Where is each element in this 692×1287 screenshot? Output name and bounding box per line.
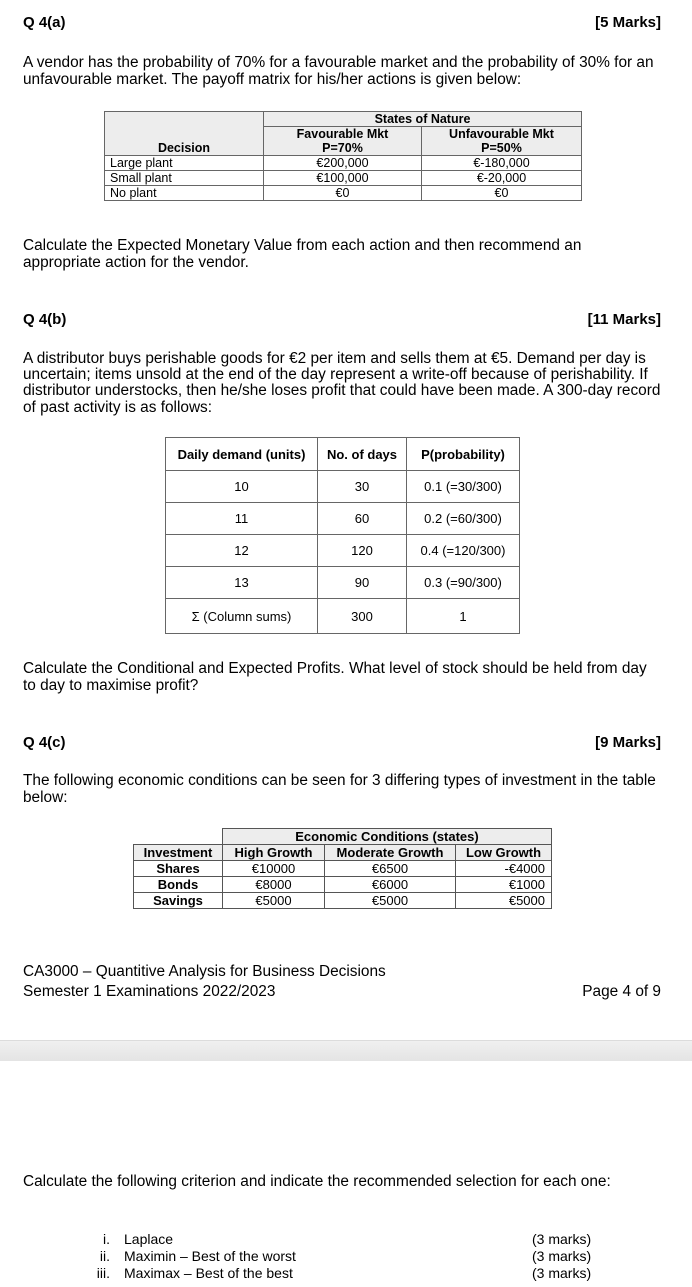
criterion-marks: (3 marks) xyxy=(532,1231,592,1247)
moderate-growth-value: €5000 xyxy=(325,893,456,909)
table-row xyxy=(105,156,582,171)
table-row xyxy=(134,877,552,893)
investment-header: Investment xyxy=(134,845,223,861)
criterion-label: Laplace xyxy=(124,1231,174,1247)
investment-label: Savings xyxy=(134,893,223,909)
favourable-header: Favourable Mkt xyxy=(264,127,422,142)
high-growth-value: €10000 xyxy=(223,861,325,877)
unfav-value: €-180,000 xyxy=(422,156,582,171)
probability-cell: 0.4 (=120/300) xyxy=(407,535,520,567)
days-header: No. of days xyxy=(318,438,407,471)
table-row xyxy=(134,893,552,909)
table-row-sum xyxy=(166,599,520,634)
table-row xyxy=(134,861,552,877)
unfav-value: €-20,000 xyxy=(422,171,582,186)
high-growth-header: High Growth xyxy=(223,845,325,861)
fav-value: €100,000 xyxy=(264,171,422,186)
table-row xyxy=(166,535,520,567)
q4c-intro: The following economic conditions can be seen for 3 differing types of investment in the table below: xyxy=(23,772,656,806)
moderate-growth-header: Moderate Growth xyxy=(325,845,456,861)
footer-semester: Semester 1 Examinations 2022/2023 xyxy=(23,983,276,1000)
criterion-label: Maximin – Best of the worst xyxy=(124,1248,296,1264)
table-row xyxy=(166,471,520,503)
exam-page-5 xyxy=(0,1061,692,1287)
list-number: i. xyxy=(103,1231,110,1247)
demand-cell: 12 xyxy=(166,535,318,567)
probability-cell: 0.3 (=90/300) xyxy=(407,567,520,599)
decision-header: Decision xyxy=(105,112,264,156)
investment-label: Bonds xyxy=(134,877,223,893)
high-growth-value: €8000 xyxy=(223,877,325,893)
q4a-heading: Q 4(a) xyxy=(23,14,66,31)
low-growth-value: -€4000 xyxy=(456,861,552,877)
table-row xyxy=(105,186,582,201)
sum-label: Σ (Column sums) xyxy=(166,599,318,634)
q4c-heading: Q 4(c) xyxy=(23,734,66,751)
probability-header: P(probability) xyxy=(407,438,520,471)
days-cell: 120 xyxy=(318,535,407,567)
footer-page-number: Page 4 of 9 xyxy=(582,983,661,1000)
q4a-intro: A vendor has the probability of 70% for a favourable market and the probability of 30% for an unfavourable market. The payoff matrix for his/her actions is given below: xyxy=(23,54,654,88)
q4b-heading: Q 4(b) xyxy=(23,311,67,328)
unfavourable-header: Unfavourable Mkt xyxy=(422,127,582,142)
probability-cell: 0.1 (=30/300) xyxy=(407,471,520,503)
q4a-marks: [5 Marks] xyxy=(595,14,661,31)
high-growth-value: €5000 xyxy=(223,893,325,909)
days-cell: 90 xyxy=(318,567,407,599)
investment-label: Shares xyxy=(134,861,223,877)
fav-value: €200,000 xyxy=(264,156,422,171)
q4a-question: Calculate the Expected Monetary Value from each action and then recommend an appropriate action for the vendor. xyxy=(23,237,582,271)
criterion-marks: (3 marks) xyxy=(532,1248,592,1264)
fav-value: €0 xyxy=(264,186,422,201)
row-label: Large plant xyxy=(105,156,264,171)
row-label: Small plant xyxy=(105,171,264,186)
favourable-prob: P=70% xyxy=(264,141,422,156)
footer-course: CA3000 – Quantitive Analysis for Business Decisions xyxy=(23,963,386,980)
criterion-marks: (3 marks) xyxy=(532,1265,592,1281)
states-of-nature-header: States of Nature xyxy=(264,112,582,127)
unfav-value: €0 xyxy=(422,186,582,201)
probability-sum: 1 xyxy=(407,599,520,634)
moderate-growth-value: €6500 xyxy=(325,861,456,877)
list-number: ii. xyxy=(99,1248,110,1264)
demand-header: Daily demand (units) xyxy=(166,438,318,471)
demand-cell: 10 xyxy=(166,471,318,503)
demand-cell: 13 xyxy=(166,567,318,599)
investment-table xyxy=(133,828,552,909)
q4c-marks: [9 Marks] xyxy=(595,734,661,751)
q4b-marks: [11 Marks] xyxy=(587,311,661,328)
criterion-label: Maximax – Best of the best xyxy=(124,1265,293,1281)
moderate-growth-value: €6000 xyxy=(325,877,456,893)
economic-conditions-header: Economic Conditions (states) xyxy=(223,829,552,845)
days-sum: 300 xyxy=(318,599,407,634)
probability-cell: 0.2 (=60/300) xyxy=(407,503,520,535)
demand-table xyxy=(165,437,520,634)
demand-cell: 11 xyxy=(166,503,318,535)
days-cell: 30 xyxy=(318,471,407,503)
q4b-intro: A distributor buys perishable goods for €2 per item and sells them at €5. Demand per day is uncertain; items unsold at the end of the day represent a write-off because of perishability. If distributor understocks, then he/she loses profit that could have been made. A 300-day record of past activity is as follows: xyxy=(23,350,661,416)
table-row xyxy=(105,171,582,186)
table-row xyxy=(166,567,520,599)
q4b-question: Calculate the Conditional and Expected Profits. What level of stock should be held from day to day to maximise profit? xyxy=(23,660,647,694)
unfavourable-prob: P=50% xyxy=(422,141,582,156)
low-growth-header: Low Growth xyxy=(456,845,552,861)
payoff-matrix-table xyxy=(104,111,582,201)
list-number: iii. xyxy=(96,1265,110,1281)
days-cell: 60 xyxy=(318,503,407,535)
table-row xyxy=(166,503,520,535)
low-growth-value: €1000 xyxy=(456,877,552,893)
row-label: No plant xyxy=(105,186,264,201)
low-growth-value: €5000 xyxy=(456,893,552,909)
page-separator xyxy=(0,1040,692,1062)
criteria-instruction: Calculate the following criterion and indicate the recommended selection for each one: xyxy=(23,1173,611,1190)
